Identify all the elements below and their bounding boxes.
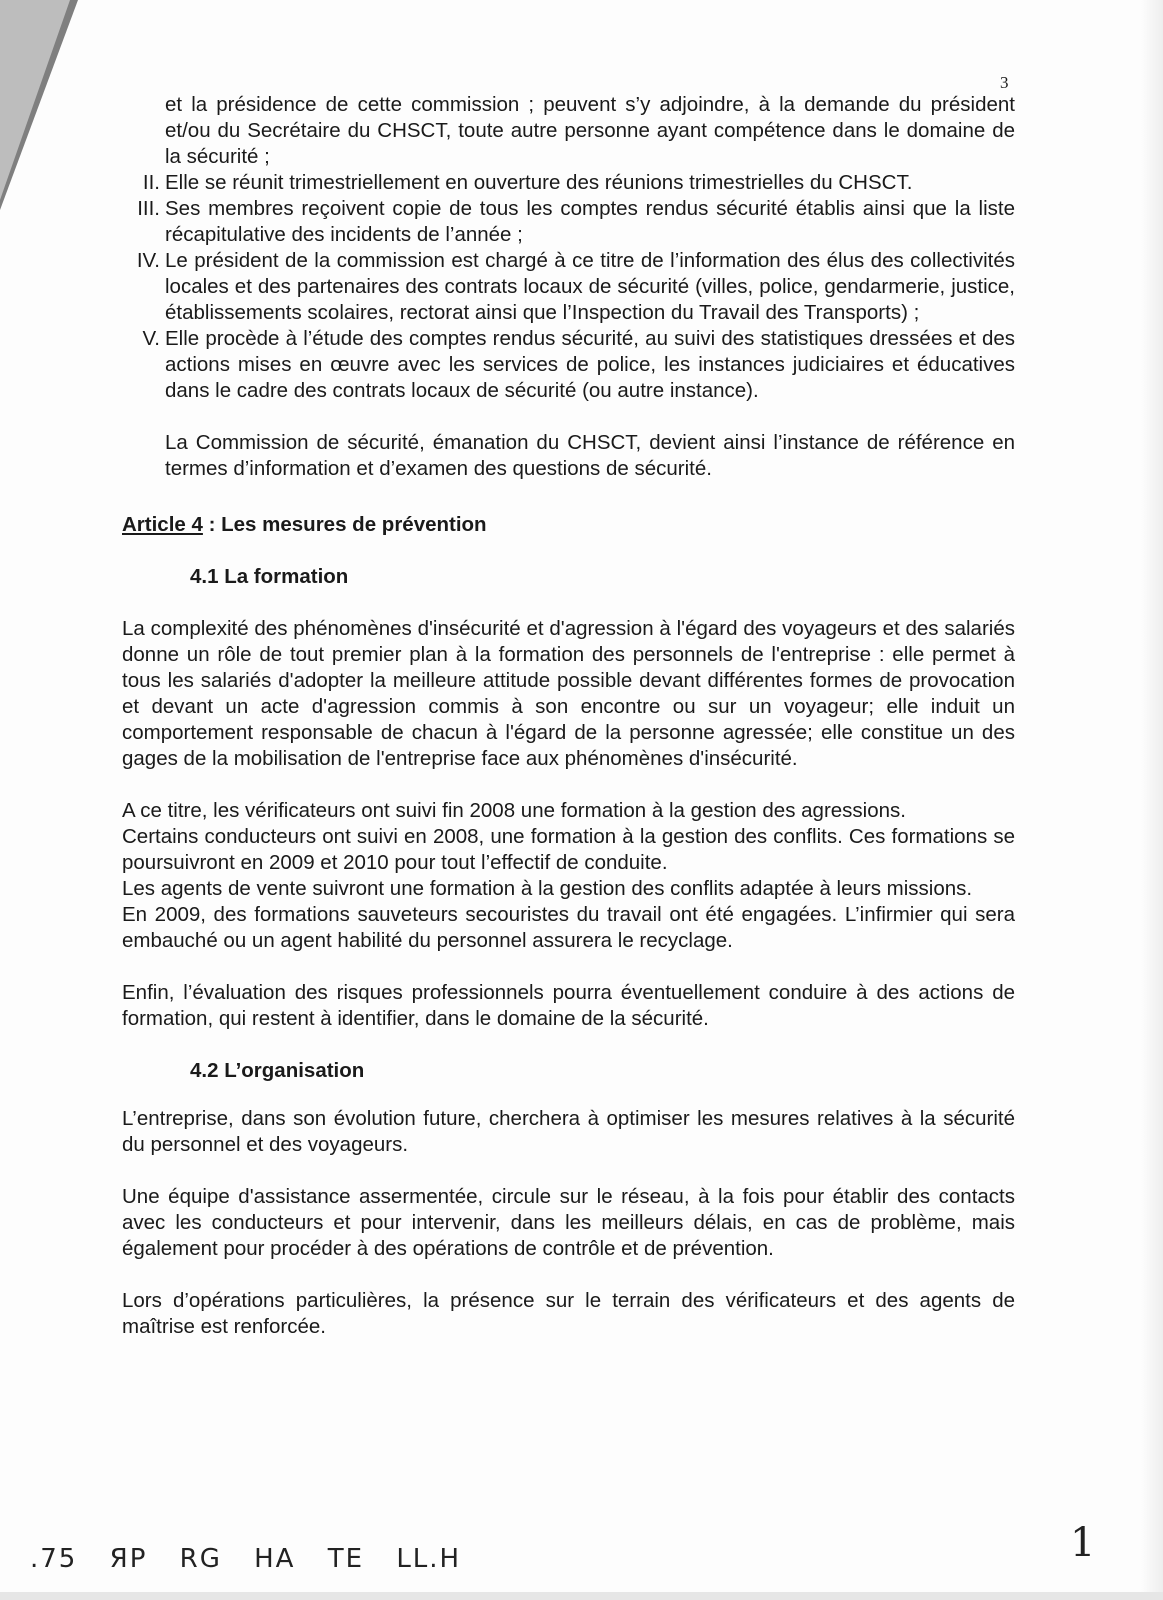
document-body [122, 92, 1015, 1340]
paragraph: L’entreprise, dans son évolution future, cherchera à optimiser les mesures relatives à la sécurité du personnel et des voyageurs. [122, 1107, 1015, 1156]
page-number: 3 [1000, 73, 1009, 92]
page-bottom-edge [0, 1592, 1163, 1600]
handwritten-mark: 1 [1070, 1520, 1096, 1566]
commission-note: La Commission de sécurité, émanation du CHSCT, devient ainsi l’instance de référence en termes d’information et d’examen des questions de sécurité. [165, 431, 1015, 480]
list-item [122, 326, 1015, 404]
paragraph: La complexité des phénomènes d'insécurité et d'agression à l'égard des voyageurs et des salariés donne un rôle de tout premier plan à la formation des personnels de l'entreprise : elle permet à tous les salariés d'adopter la meilleure attitude possible devant différentes formes de provocation et devant un acte d'agression commis à son encontre ou sur un voyageur; elle induit un comportement responsable de chacun à l'égard de la personne agressée; elle constitue un des gages de la mobilisation de l'entreprise face aux phénomènes d'insécurité. [122, 617, 1015, 770]
paragraph: En 2009, des formations sauveteurs secouristes du travail ont été engagées. L’infirmier qui sera embauché ou un agent habilité du personnel assurera le recyclage. [122, 903, 1015, 952]
page-edge-shadow [1141, 0, 1163, 1600]
list-text: Le président de la commission est chargé à ce titre de l’information des élus des collectivités locales et des partenaires des contrats locaux de sécurité (villes, police, gendarmerie, justice, établissements scolaires, rectorat ainsi que l’Inspection du Travail des Transports) ; [165, 249, 1015, 324]
article-title: : Les mesures de prévention [202, 513, 487, 536]
initial: ЯР [109, 1544, 148, 1574]
list-item [122, 248, 1015, 326]
list-number: III. [137, 197, 160, 220]
paragraph: Lors d’opérations particulières, la présence sur le terrain des vérificateurs et des agents de maîtrise est renforcée. [122, 1289, 1015, 1338]
paragraph: Certains conducteurs ont suivi en 2008, une formation à la gestion des conflits. Ces formations se poursuivront en 2009 et 2010 pour tout l’effectif de conduite. [122, 825, 1015, 874]
initial: HA [254, 1544, 296, 1574]
list-text: Ses membres reçoivent copie de tous les comptes rendus sécurité établis ainsi que la liste récapitulative des incidents de l’année ; [165, 197, 1015, 246]
list-number: IV. [136, 249, 160, 272]
initial: .75 [30, 1544, 78, 1574]
paragraph: Les agents de vente suivront une formation à la gestion des conflits adaptée à leurs missions. [122, 877, 973, 900]
list-item [122, 196, 1015, 248]
handwritten-initials [30, 1544, 483, 1574]
article-heading [122, 512, 1015, 538]
paragraph: A ce titre, les vérificateurs ont suivi fin 2008 une formation à la gestion des agressions. [122, 799, 906, 822]
list-item [122, 170, 1015, 196]
paragraph: Enfin, l’évaluation des risques professionnels pourra éventuellement conduire à des actions de formation, qui restent à identifier, dans le domaine de la sécurité. [122, 981, 1015, 1030]
initial: RG [179, 1544, 222, 1574]
list-text: Elle procède à l’étude des comptes rendus sécurité, au suivi des statistiques dressées et des actions mises en œuvre avec les services de police, les instances judiciaires et éducatives dans le cadre des contrats locaux de sécurité (ou autre instance). [165, 327, 1015, 402]
intro-paragraph: et la présidence de cette commission ; peuvent s’y adjoindre, à la demande du président et/ou du Secrétaire du CHSCT, toute autre personne ayant compétence dans le domaine de la sécurité ; [165, 93, 1015, 168]
initial: LL.H [396, 1544, 462, 1574]
list-text: Elle se réunit trimestriellement en ouverture des réunions trimestrielles du CHSCT. [165, 171, 913, 194]
initial: TE [327, 1544, 365, 1574]
numbered-list [122, 170, 1015, 404]
folded-corner-highlight [0, 0, 70, 200]
list-number: II. [142, 171, 160, 194]
paragraph: Une équipe d'assistance assermentée, circule sur le réseau, à la fois pour établir des contacts avec les conducteurs et pour intervenir, dans les meilleurs délais, en cas de problème, mais également pour procéder à des opérations de contrôle et de prévention. [122, 1185, 1015, 1260]
list-number: V. [142, 327, 160, 350]
section-title: 4.2 L’organisation [190, 1059, 365, 1082]
article-label: Article 4 [122, 513, 203, 536]
section-title: 4.1 La formation [190, 565, 349, 588]
